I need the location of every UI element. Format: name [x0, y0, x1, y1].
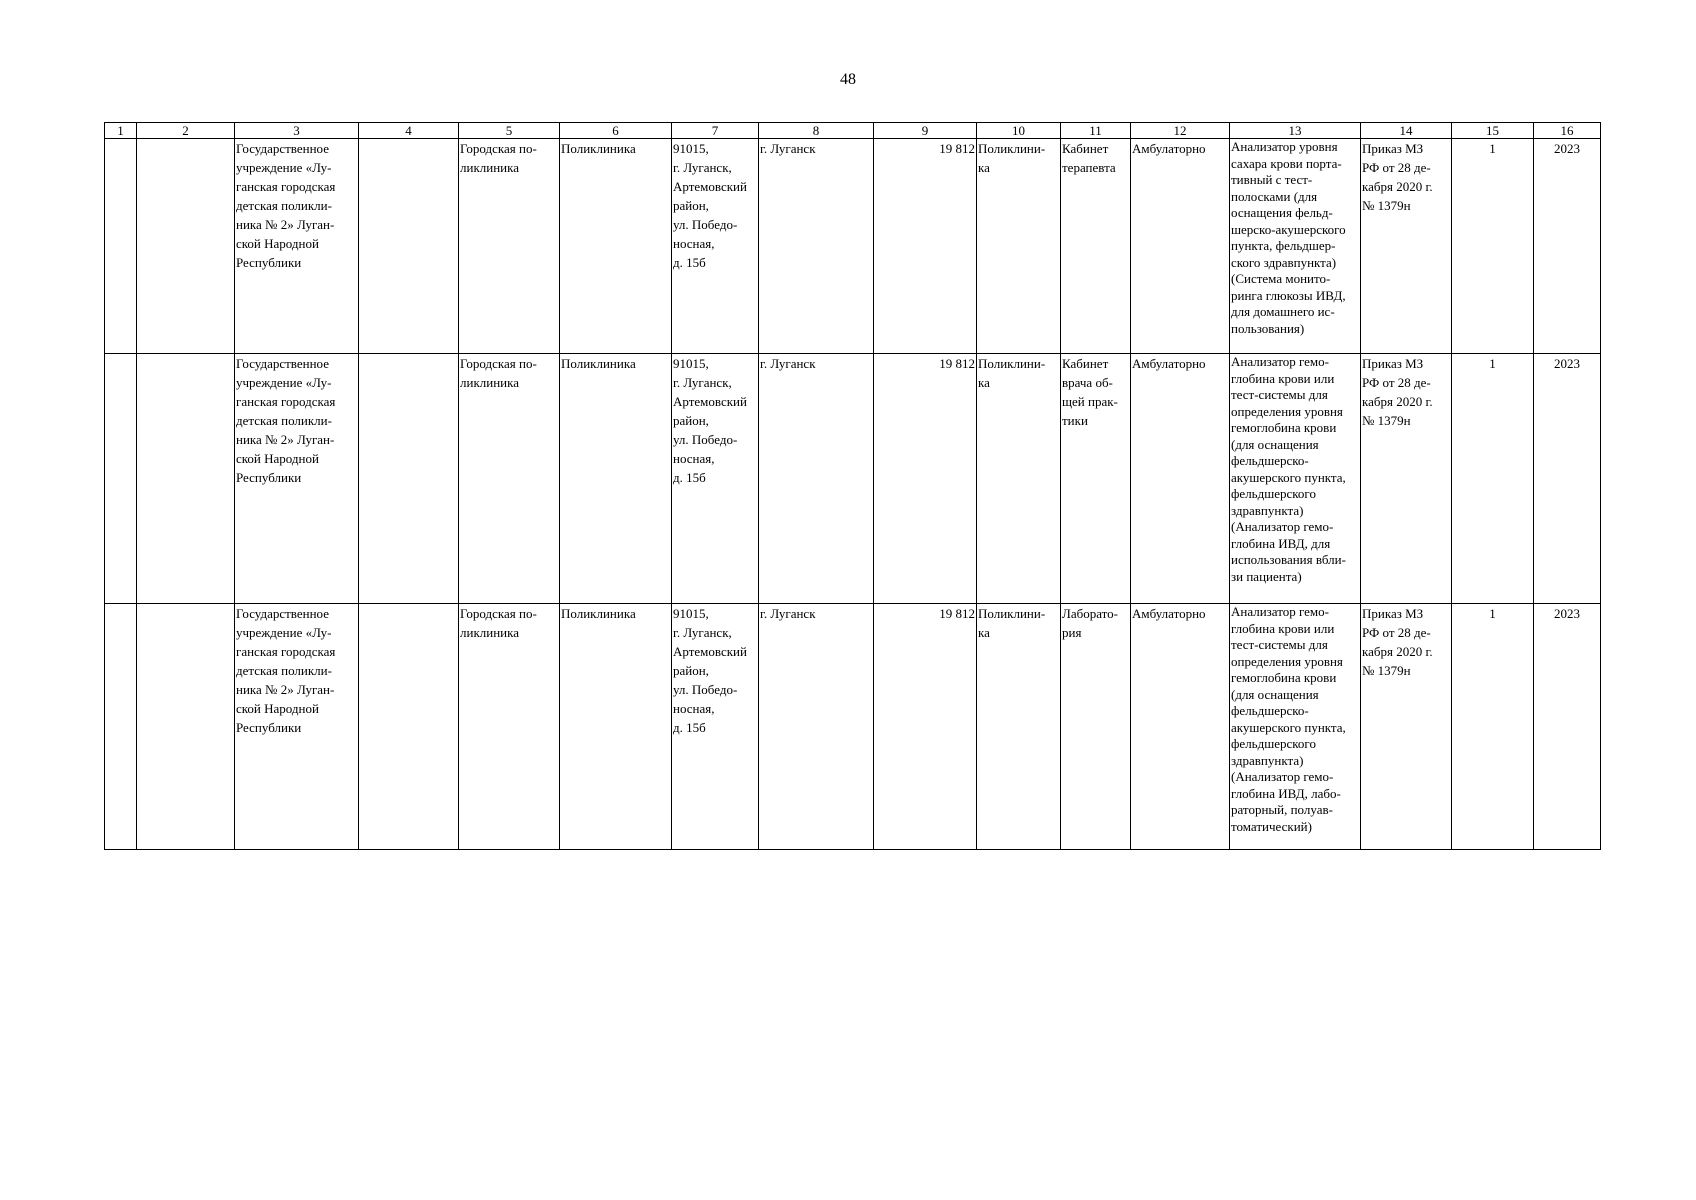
cell-col2	[137, 604, 235, 850]
cell-order: Приказ МЗ РФ от 28 де- кабря 2020 г. № 1379н	[1361, 604, 1452, 850]
header-cell: 9	[874, 123, 977, 139]
header-cell: 4	[359, 123, 459, 139]
cell-city: г. Луганск	[759, 354, 874, 604]
cell-col4	[359, 354, 459, 604]
header-cell: 12	[1131, 123, 1230, 139]
cell-department: Поликлини- ка	[977, 604, 1061, 850]
cell-quantity: 1	[1452, 354, 1534, 604]
cell-room: Лаборато- рия	[1061, 604, 1131, 850]
cell-year: 2023	[1534, 604, 1601, 850]
cell-population: 19 812	[874, 139, 977, 354]
cell-unit-type: Поликлиника	[560, 354, 672, 604]
cell-population: 19 812	[874, 604, 977, 850]
header-cell: 6	[560, 123, 672, 139]
table-row	[105, 354, 1601, 604]
cell-equipment: Анализатор уровня сахара крови порта- тивный с тест- полосками (для оснащения фельд- шерско-акушерского пункта, фельдшер- ского здравпункта) (Система монито- ринга глюкозы ИВД, для домашнего ис- пользования)	[1230, 139, 1361, 354]
cell-institution: Государственное учреждение «Лу- ганская городская детская поликли- ника № 2» Луган- ской Народной Республики	[235, 139, 359, 354]
header-cell: 2	[137, 123, 235, 139]
cell-department: Поликлини- ка	[977, 354, 1061, 604]
cell-institution: Государственное учреждение «Лу- ганская городская детская поликли- ника № 2» Луган- ской Народной Республики	[235, 604, 359, 850]
header-cell: 7	[672, 123, 759, 139]
cell-address: 91015, г. Луганск, Артемовский район, ул. Победо- носная, д. 15б	[672, 139, 759, 354]
header-cell: 13	[1230, 123, 1361, 139]
cell-care-mode: Амбулаторно	[1131, 604, 1230, 850]
header-cell: 15	[1452, 123, 1534, 139]
cell-order: Приказ МЗ РФ от 28 де- кабря 2020 г. № 1379н	[1361, 354, 1452, 604]
cell-order: Приказ МЗ РФ от 28 де- кабря 2020 г. № 1379н	[1361, 139, 1452, 354]
cell-num	[105, 139, 137, 354]
cell-col4	[359, 139, 459, 354]
cell-institution-type: Городская по- ликлиника	[459, 139, 560, 354]
cell-city: г. Луганск	[759, 139, 874, 354]
page-number: 48	[840, 71, 856, 88]
cell-year: 2023	[1534, 354, 1601, 604]
cell-equipment: Анализатор гемо- глобина крови или тест-системы для определения уровня гемоглобина крови (для оснащения фельдшерско- акушерского пункта, фельдшерского здравпункта) (Анализатор гемо- глобина ИВД, лабо- раторный, полуав- томатический)	[1230, 604, 1361, 850]
cell-population: 19 812	[874, 354, 977, 604]
cell-num	[105, 354, 137, 604]
cell-unit-type: Поликлиника	[560, 604, 672, 850]
header-cell: 8	[759, 123, 874, 139]
cell-institution: Государственное учреждение «Лу- ганская городская детская поликли- ника № 2» Луган- ской Народной Республики	[235, 354, 359, 604]
table-row	[105, 139, 1601, 354]
cell-city: г. Луганск	[759, 604, 874, 850]
cell-quantity: 1	[1452, 604, 1534, 850]
header-cell: 14	[1361, 123, 1452, 139]
cell-care-mode: Амбулаторно	[1131, 139, 1230, 354]
header-cell: 11	[1061, 123, 1131, 139]
header-cell: 16	[1534, 123, 1601, 139]
cell-year: 2023	[1534, 139, 1601, 354]
header-cell: 10	[977, 123, 1061, 139]
equipment-table	[104, 122, 1601, 850]
cell-quantity: 1	[1452, 139, 1534, 354]
header-cell: 5	[459, 123, 560, 139]
cell-num	[105, 604, 137, 850]
table-row	[105, 604, 1601, 850]
cell-room: Кабинет врача об- щей прак- тики	[1061, 354, 1131, 604]
header-row	[105, 123, 1601, 139]
cell-room: Кабинет терапевта	[1061, 139, 1131, 354]
cell-col2	[137, 354, 235, 604]
header-cell: 1	[105, 123, 137, 139]
cell-institution-type: Городская по- ликлиника	[459, 604, 560, 850]
cell-address: 91015, г. Луганск, Артемовский район, ул. Победо- носная, д. 15б	[672, 354, 759, 604]
cell-address: 91015, г. Луганск, Артемовский район, ул. Победо- носная, д. 15б	[672, 604, 759, 850]
cell-unit-type: Поликлиника	[560, 139, 672, 354]
header-cell: 3	[235, 123, 359, 139]
cell-equipment: Анализатор гемо- глобина крови или тест-системы для определения уровня гемоглобина крови (для оснащения фельдшерско- акушерского пункта, фельдшерского здравпункта) (Анализатор гемо- глобина ИВД, для использования вбли- зи пациента)	[1230, 354, 1361, 604]
cell-institution-type: Городская по- ликлиника	[459, 354, 560, 604]
cell-department: Поликлини- ка	[977, 139, 1061, 354]
cell-care-mode: Амбулаторно	[1131, 354, 1230, 604]
cell-col2	[137, 139, 235, 354]
cell-col4	[359, 604, 459, 850]
